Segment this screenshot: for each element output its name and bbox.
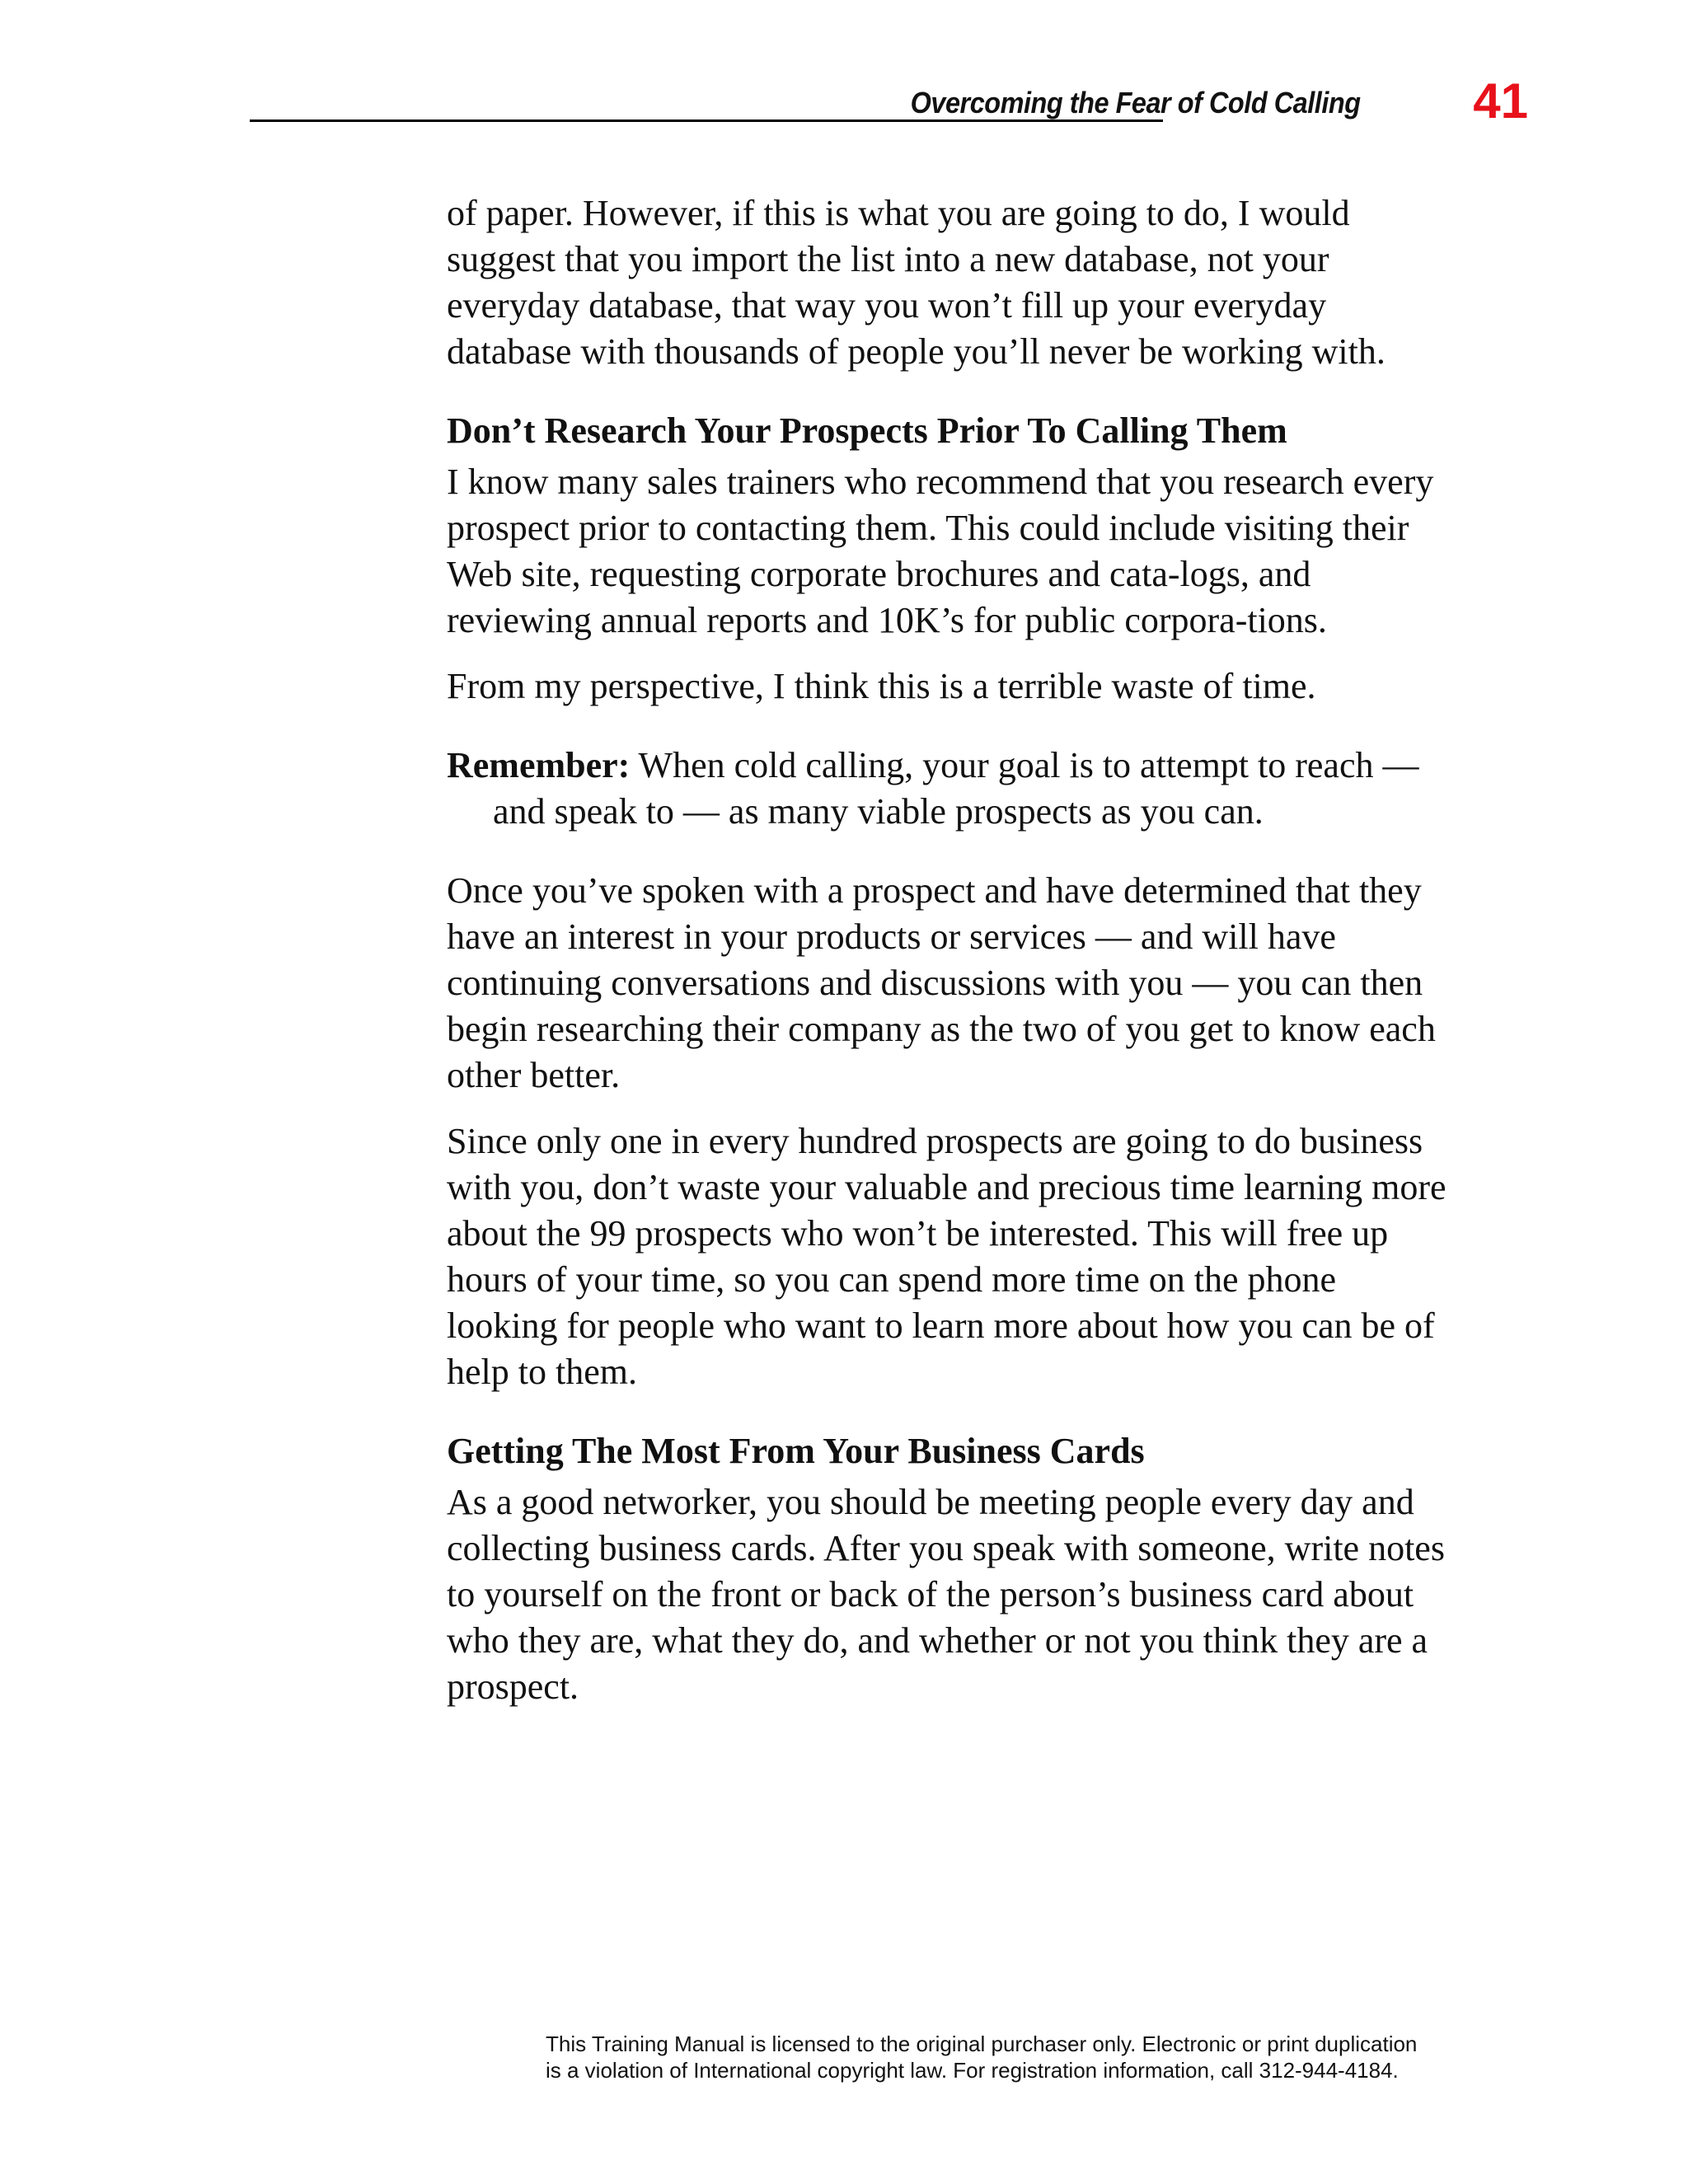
- running-header: [250, 73, 1615, 130]
- paragraph-research-waste: From my perspective, I think this is a terrible waste of time.: [447, 666, 1316, 706]
- heading-business-cards: Getting The Most From Your Business Cards: [447, 1431, 1145, 1471]
- footer-line-1: This Training Manual is licensed to the original purchaser only. Electronic or print duplication: [546, 2032, 1418, 2056]
- page-body: [447, 190, 1448, 1730]
- license-footer: [546, 2031, 1444, 2083]
- footer-line-2: is a violation of International copyright law. For registration information, call 312-944-4184.: [546, 2058, 1399, 2083]
- remember-text: When cold calling, your goal is to attempt to reach — and speak to — as many viable prospects as you can.: [493, 745, 1419, 832]
- remember-callout: [447, 743, 1448, 835]
- page-number: 41: [1473, 73, 1528, 129]
- paragraph-intro: of paper. However, if this is what you are going to do, I would suggest that you import the list into a new database, not your everyday database, that way you won’t fill up your everyday database with thousands of people you’ll never be working with.: [447, 193, 1386, 372]
- paragraph-business-cards: As a good networker, you should be meeting people every day and collecting business cards. After you speak with someone, write notes to yourself on the front or back of the person’s business card about who they are, what they do, and whether or not you think they are a prospect.: [447, 1482, 1445, 1707]
- heading-dont-research: Don’t Research Your Prospects Prior To Calling Them: [447, 410, 1287, 451]
- paragraph-research-once: Once you’ve spoken with a prospect and have determined that they have an interest in your products or services — and will have continuing conversations and discussions with you — you can then begin researching their company as the two of you get to know each other better.: [447, 870, 1436, 1095]
- remember-label: Remember:: [447, 745, 631, 785]
- running-title: Overcoming the Fear of Cold Calling: [911, 86, 1361, 120]
- paragraph-research-trainers: I know many sales trainers who recommend that you research every prospect prior to contacting them. This could include visiting their Web site, requesting corporate brochures and cata-logs, and reviewing annual reports and 10K’s for public corpora-tions.: [447, 462, 1434, 640]
- paragraph-research-hundred: Since only one in every hundred prospects are going to do business with you, don’t waste your valuable and precious time learning more about the 99 prospects who won’t be interested. This will free up hours of your time, so you can spend more time on the phone looking for people who want to learn more about how you can be of help to them.: [447, 1121, 1447, 1392]
